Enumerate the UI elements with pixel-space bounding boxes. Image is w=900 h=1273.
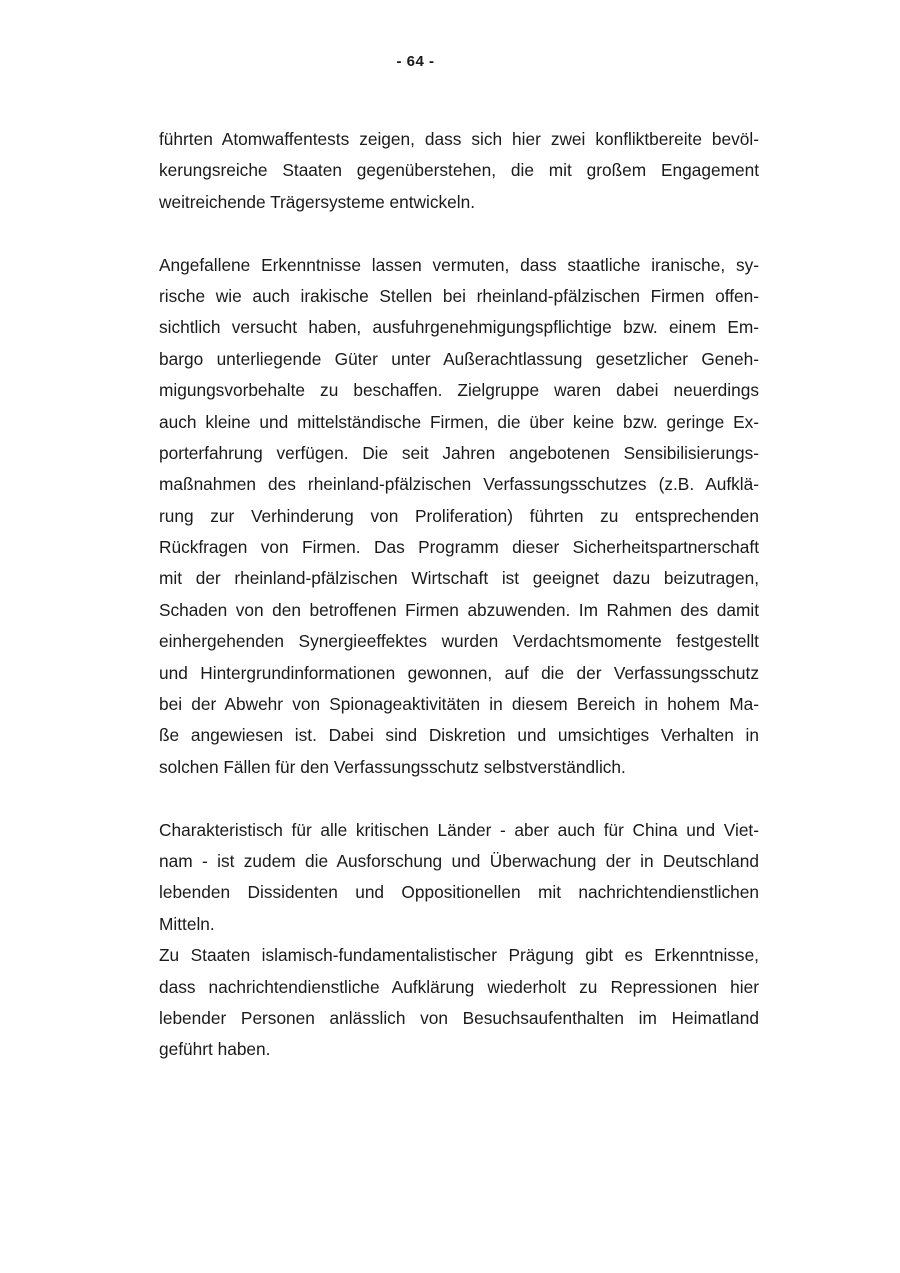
paragraph-spacer xyxy=(159,783,759,814)
text-line: nam - ist zudem die Ausforschung und Überwachung der in Deutschland xyxy=(159,850,759,871)
text-line: lebenden Dissidenten und Oppositionellen mit nachrichtendienstlichen xyxy=(159,882,759,903)
text-line: führten Atomwaffentests zeigen, dass sich hier zwei konfliktbereite bevöl- xyxy=(159,129,759,149)
text-line: und Hintergrundinformationen gewonnen, auf die der Verfassungsschutz xyxy=(159,662,759,683)
text-line: mit der rheinland-pfälzischen Wirtschaft ist geeignet dazu beizutragen, xyxy=(159,568,759,589)
text-line: migungsvorbehalte zu beschaffen. Zielgruppe waren dabei neuerdings xyxy=(159,380,759,401)
text-line: Mitteln. xyxy=(159,913,215,934)
text-line: rische wie auch irakische Stellen bei rheinland-pfälzischen Firmen offen- xyxy=(159,285,759,306)
text-line: ße angewiesen ist. Dabei sind Diskretion und umsichtiges Verhalten in xyxy=(159,725,759,746)
text-line: Rückfragen von Firmen. Das Programm dieser Sicherheitspartnerschaft xyxy=(159,537,759,558)
paragraph xyxy=(159,815,759,941)
text-line: solchen Fällen für den Verfassungsschutz selbstverständlich. xyxy=(159,756,626,777)
text-line: auch kleine und mittelständische Firmen, die über keine bzw. geringe Ex- xyxy=(159,411,759,432)
text-line: Schaden von den betroffenen Firmen abzuwenden. Im Rahmen des damit xyxy=(159,599,759,620)
text-line: bei der Abwehr von Spionageaktivitäten in diesem Bereich in hohem Ma- xyxy=(159,694,759,715)
text-line: sichtlich versucht haben, ausfuhrgenehmigungspflichtige bzw. einem Em- xyxy=(159,317,759,338)
text-line: porterfahrung verfügen. Die seit Jahren angebotenen Sensibilisierungs- xyxy=(159,442,759,463)
text-line: Charakteristisch für alle kritischen Länder - aber auch für China und Viet- xyxy=(159,819,759,840)
text-line: Zu Staaten islamisch-fundamentalistischer Prägung gibt es Erkenntnisse, xyxy=(159,945,759,966)
text-line: Angefallene Erkenntnisse lassen vermuten, dass staatliche iranische, sy- xyxy=(159,254,759,275)
paragraph xyxy=(159,940,759,1066)
text-line: rung zur Verhinderung von Proliferation) führten zu entsprechenden xyxy=(159,505,759,526)
paragraph xyxy=(159,250,759,784)
text-line: weitreichende Trägersysteme entwickeln. xyxy=(159,191,476,212)
page-number: - 64 - xyxy=(396,53,435,70)
text-line: einhergehenden Synergieeffektes wurden Verdachtsmomente festgestellt xyxy=(159,631,759,652)
paragraph xyxy=(159,124,759,218)
text-line: geführt haben. xyxy=(159,1039,271,1060)
text-line: lebender Personen anlässlich von Besuchsaufenthalten im Heimatland xyxy=(159,1007,759,1028)
text-line: bargo unterliegende Güter unter Außerachtlassung gesetzlicher Geneh- xyxy=(159,348,759,369)
text-line: kerungsreiche Staaten gegenüberstehen, die mit großem Engagement xyxy=(159,160,759,181)
document-body xyxy=(159,124,759,1066)
paragraph-spacer xyxy=(159,218,759,249)
text-line: maßnahmen des rheinland-pfälzischen Verfassungsschutzes (z.B. Aufklä- xyxy=(159,474,759,495)
text-line: dass nachrichtendienstliche Aufklärung wiederholt zu Repressionen hier xyxy=(159,976,759,997)
